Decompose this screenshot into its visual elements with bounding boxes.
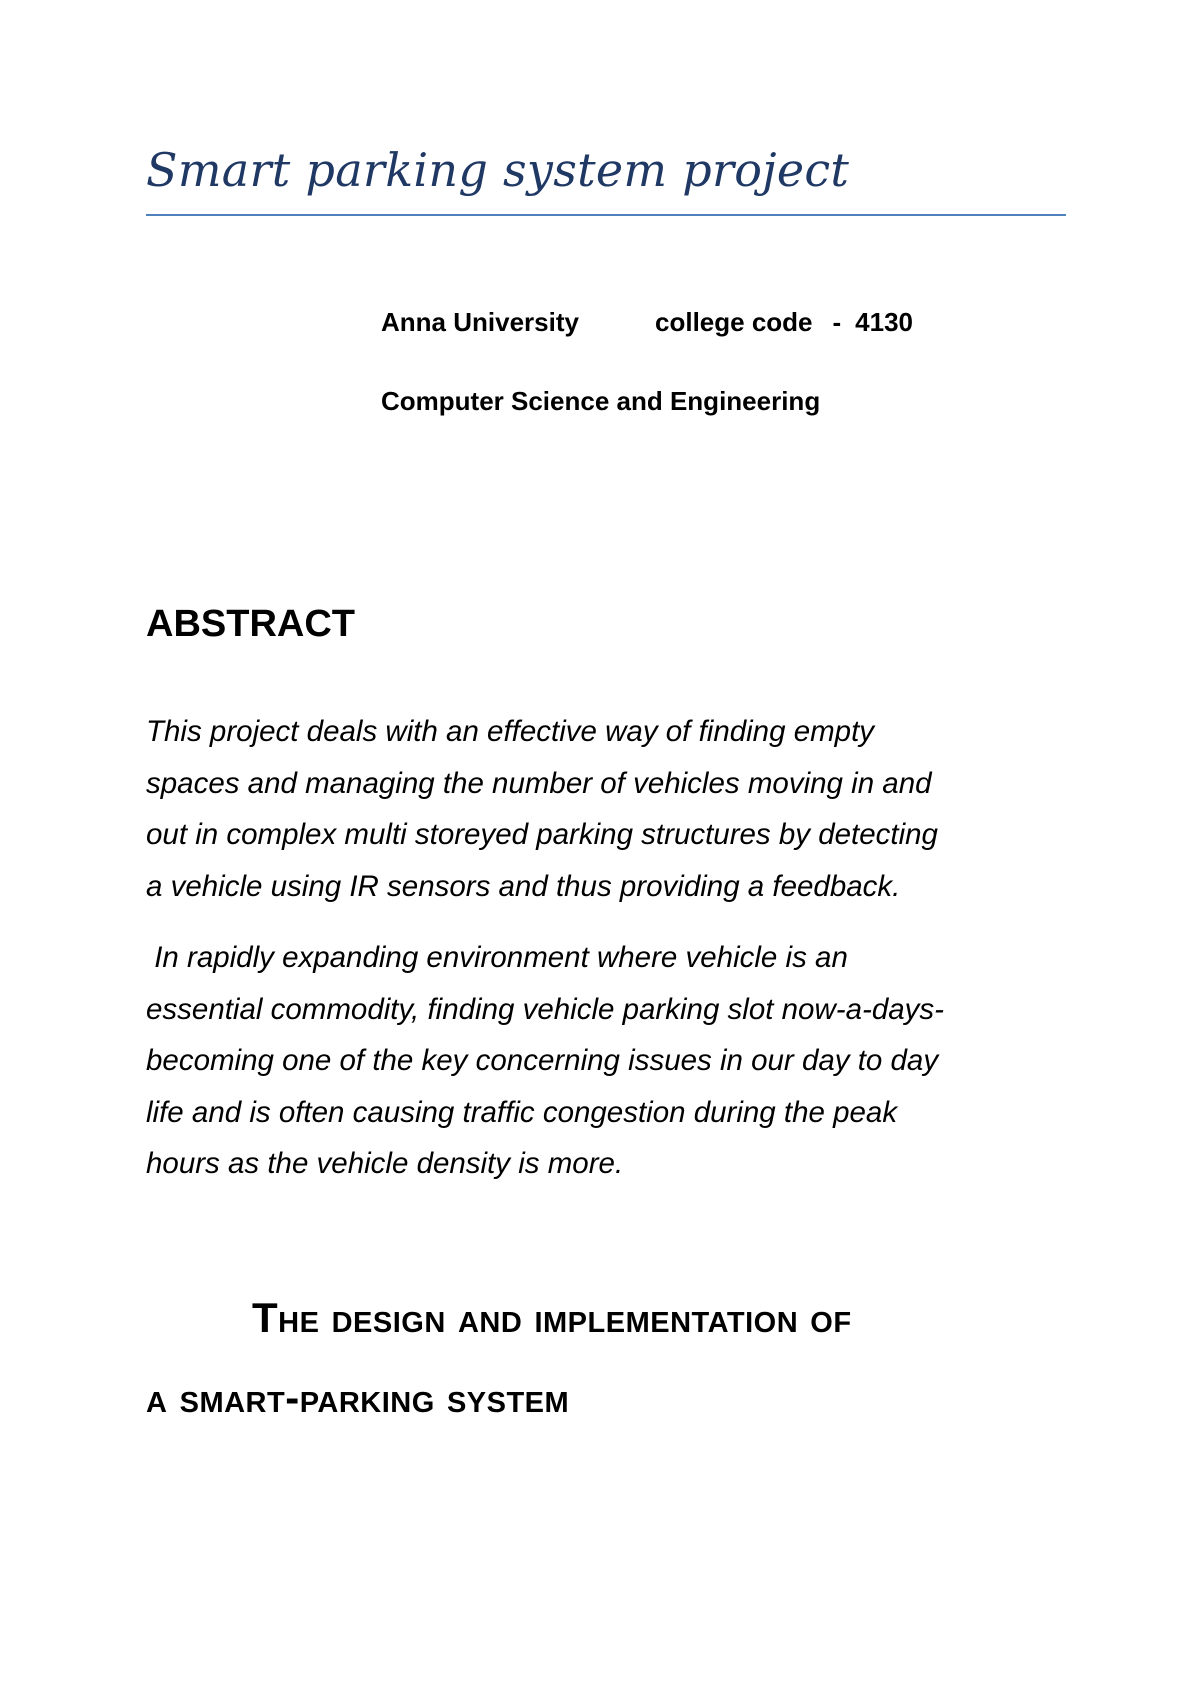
paragraph-line: life and is often causing traffic congestion during the peak xyxy=(146,1095,898,1129)
paragraph-line: This project deals with an effective way of finding empty xyxy=(146,715,875,748)
affiliation-line xyxy=(381,305,913,339)
abstract-paragraph-2 xyxy=(146,932,1076,1190)
paragraph-line: spaces and managing the number of vehicles moving in and xyxy=(146,766,932,800)
university-name: Anna University xyxy=(381,307,579,337)
paragraph-line: hours as the vehicle density is more. xyxy=(146,1147,624,1180)
paragraph-line: becoming one of the key concerning issues in our day to day xyxy=(146,1044,939,1077)
paragraph-line: out in complex multi storeyed parking structures by detecting xyxy=(146,818,938,851)
section-heading-line: a smart-parking system xyxy=(146,1374,570,1421)
abstract-heading: ABSTRACT xyxy=(146,603,355,645)
paragraph-line: essential commodity, finding vehicle parking slot now-a-days- xyxy=(146,992,944,1026)
college-code-value: 4130 xyxy=(855,307,914,337)
section-heading xyxy=(146,1278,1106,1438)
paragraph-line: In rapidly expanding environment where vehicle is an xyxy=(146,941,848,974)
title-underline xyxy=(146,214,1066,216)
document-title: Smart parking system project xyxy=(146,143,850,197)
college-code-separator: - xyxy=(832,307,842,337)
section-heading-line: The design and implementation of xyxy=(252,1294,852,1341)
college-code-label: college code xyxy=(655,307,813,337)
abstract-paragraph-1 xyxy=(146,706,1076,912)
department-name: Computer Science and Engineering xyxy=(381,386,821,416)
paragraph-line: a vehicle using IR sensors and thus providing a feedback. xyxy=(146,869,901,903)
